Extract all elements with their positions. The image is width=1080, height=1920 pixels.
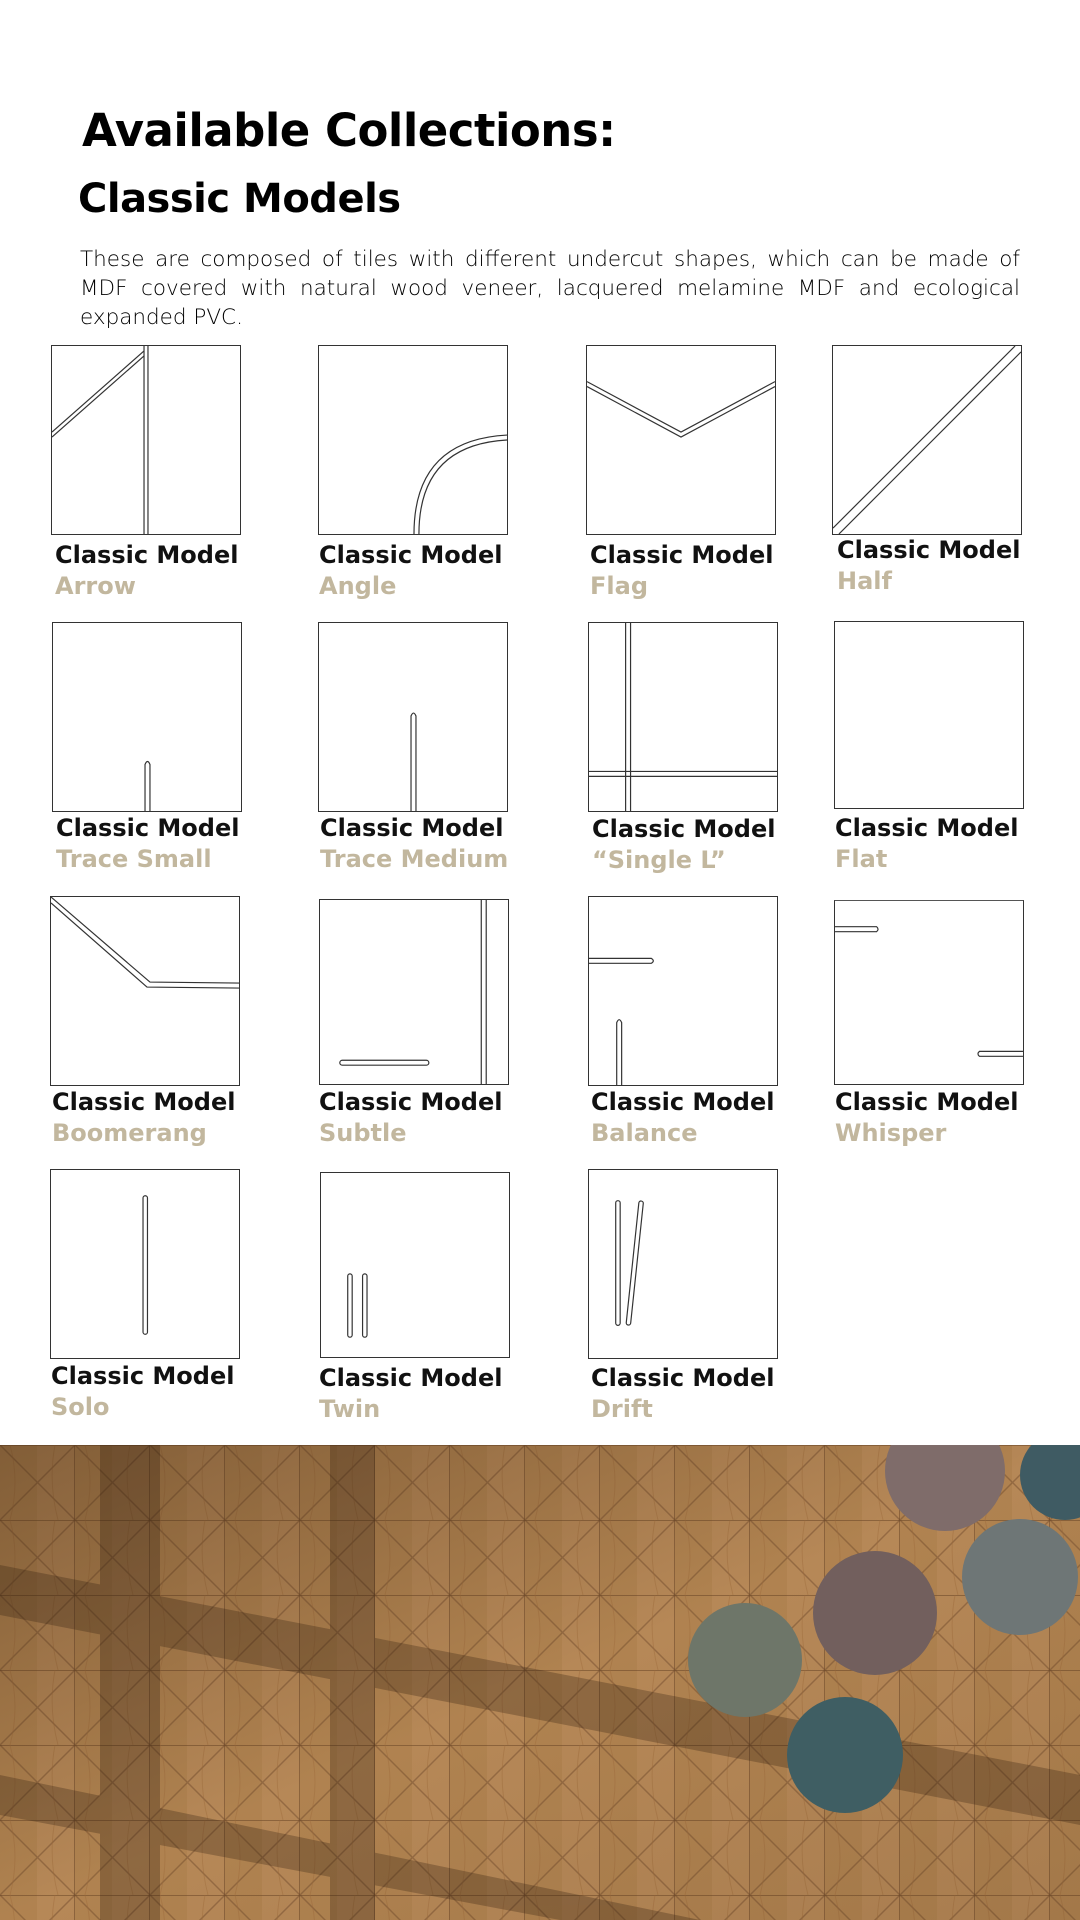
model-caption-solo: [51, 1362, 291, 1424]
section-title: Classic Models: [78, 176, 401, 222]
model-name: “Single L”: [592, 846, 726, 874]
model-label: Classic Model: [319, 541, 503, 569]
model-caption-trace-small: [56, 814, 296, 876]
model-caption-half: [837, 536, 1077, 598]
model-label: Classic Model: [320, 814, 504, 842]
page-title: Available Collections:: [82, 104, 616, 157]
model-caption-angle: [319, 541, 559, 603]
model-label: Classic Model: [591, 1364, 775, 1392]
trace-medium-pattern-icon: [318, 622, 508, 812]
model-caption-boomerang: [52, 1088, 292, 1150]
model-label: Classic Model: [55, 541, 239, 569]
model-label: Classic Model: [51, 1362, 235, 1390]
model-name: Flat: [835, 845, 888, 873]
arrow-pattern-icon: [51, 345, 241, 535]
twin-pattern-icon: [320, 1172, 510, 1358]
model-label: Classic Model: [835, 814, 1019, 842]
model-label: Classic Model: [319, 1088, 503, 1116]
boomerang-pattern-icon: [50, 896, 240, 1086]
model-label: Classic Model: [835, 1088, 1019, 1116]
flag-pattern-icon: [586, 345, 776, 535]
model-name: Twin: [319, 1395, 381, 1423]
angle-pattern-icon: [318, 345, 508, 535]
model-label: Classic Model: [319, 1364, 503, 1392]
wood-floor-photo: [0, 1445, 1080, 1920]
model-caption-flat: [835, 814, 1075, 876]
model-name: Trace Medium: [320, 845, 509, 873]
model-name: Angle: [319, 572, 397, 600]
model-caption-flag: [590, 541, 830, 603]
balance-pattern-icon: [588, 896, 778, 1086]
model-label: Classic Model: [592, 815, 776, 843]
model-caption-subtle: [319, 1088, 559, 1150]
half-pattern-icon: [832, 345, 1022, 535]
subtle-pattern-icon: [319, 899, 509, 1085]
collection-description: These are composed of tiles with different undercut shapes, which can be made of MDF covered with natural wood veneer, lacquered melamine MDF and ecological expanded PVC.: [80, 247, 1020, 330]
model-name: Trace Small: [56, 845, 212, 873]
model-label: Classic Model: [590, 541, 774, 569]
single-l-pattern-icon: [588, 622, 778, 812]
whisper-pattern-icon: [834, 900, 1024, 1085]
model-caption-balance: [591, 1088, 831, 1150]
model-label: Classic Model: [591, 1088, 775, 1116]
model-name: Half: [837, 567, 892, 595]
model-name: Drift: [591, 1395, 653, 1423]
model-name: Whisper: [835, 1119, 947, 1147]
model-caption-drift: [591, 1364, 831, 1426]
model-caption-twin: [319, 1364, 559, 1426]
model-caption-arrow: [55, 541, 295, 603]
model-label: Classic Model: [56, 814, 240, 842]
model-caption-whisper: [835, 1088, 1075, 1150]
model-name: Balance: [591, 1119, 698, 1147]
model-label: Classic Model: [52, 1088, 236, 1116]
model-caption-trace-medium: [320, 814, 560, 876]
model-name: Subtle: [319, 1119, 407, 1147]
model-name: Solo: [51, 1393, 110, 1421]
trace-small-pattern-icon: [52, 622, 242, 812]
model-name: Arrow: [55, 572, 136, 600]
flat-pattern-icon: [834, 621, 1024, 809]
solo-pattern-icon: [50, 1169, 240, 1359]
drift-pattern-icon: [588, 1169, 778, 1359]
model-name: Flag: [590, 572, 648, 600]
model-caption-single-l: [592, 815, 832, 877]
model-name: Boomerang: [52, 1119, 207, 1147]
model-label: Classic Model: [837, 536, 1021, 564]
